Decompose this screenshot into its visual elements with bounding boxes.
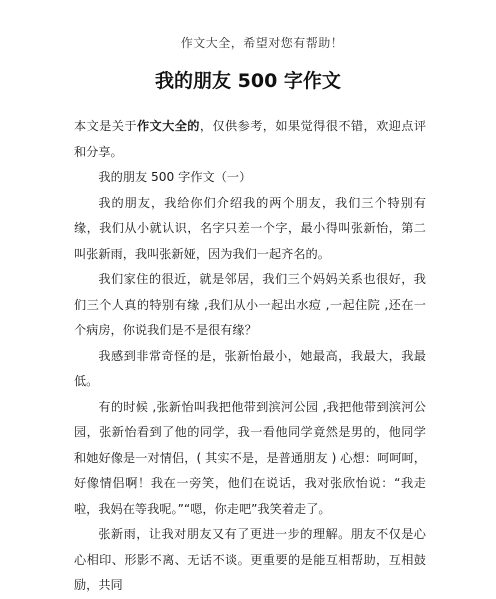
intro-prefix: 本文是关于: [74, 119, 137, 133]
intro-suffix: ，仅供参考，如果觉得很不错，欢迎点评和分享。: [74, 119, 427, 159]
article-body: [74, 114, 426, 599]
intro-bold-text: 作文大全的: [136, 119, 200, 133]
paragraph: 我们家住的很近，就是邻居，我们三个妈妈关系也很好，我们三个人真的特别有缘 ,我们从小一起出水痘 ,一起住院 ,还在一个病房，你说我们是不是很有缘？: [74, 272, 426, 337]
paragraph: 我感到非常奇怪的是，张新怡最小，她最高，我最大，我最低。: [74, 348, 426, 388]
intro-paragraph: [74, 114, 426, 165]
section-heading: 我的朋友 500 字作文（一）: [98, 170, 252, 184]
paragraph: 我的朋友，我给你们介绍我的两个朋友，我们三个特别有缘，我们从小就认识，名字只差一个字，最小得叫张新怡，第二叫张新雨，我叫张新娅，因为我们一起齐名的。: [74, 195, 426, 261]
header-note: 作文大全，希望对您有帮助！: [180, 36, 344, 50]
paragraph: 有的时候 ,张新怡叫我把他带到滨河公园 ,我把他带到滨河公园，张新怡看到了他的同学，我一看他同学竟然是男的，他同学和她好像是一对情侣，( 其实不是，是普通朋友 ) 心想：呵呵呵，好像情侣啊！我在一旁笑，他们在说话，我对张欣怡说：“我走啦，我妈在等我呢。”“嗯，你走吧”我笑着走了。: [74, 399, 426, 516]
page-title: 我的朋友 500 字作文: [155, 70, 341, 92]
paragraph: 张新雨，让我对朋友又有了更进一步的理解。朋友不仅是心心相印、形影不离、无话不谈。更重要的是能互相帮助，互相鼓励，共同: [74, 527, 426, 592]
